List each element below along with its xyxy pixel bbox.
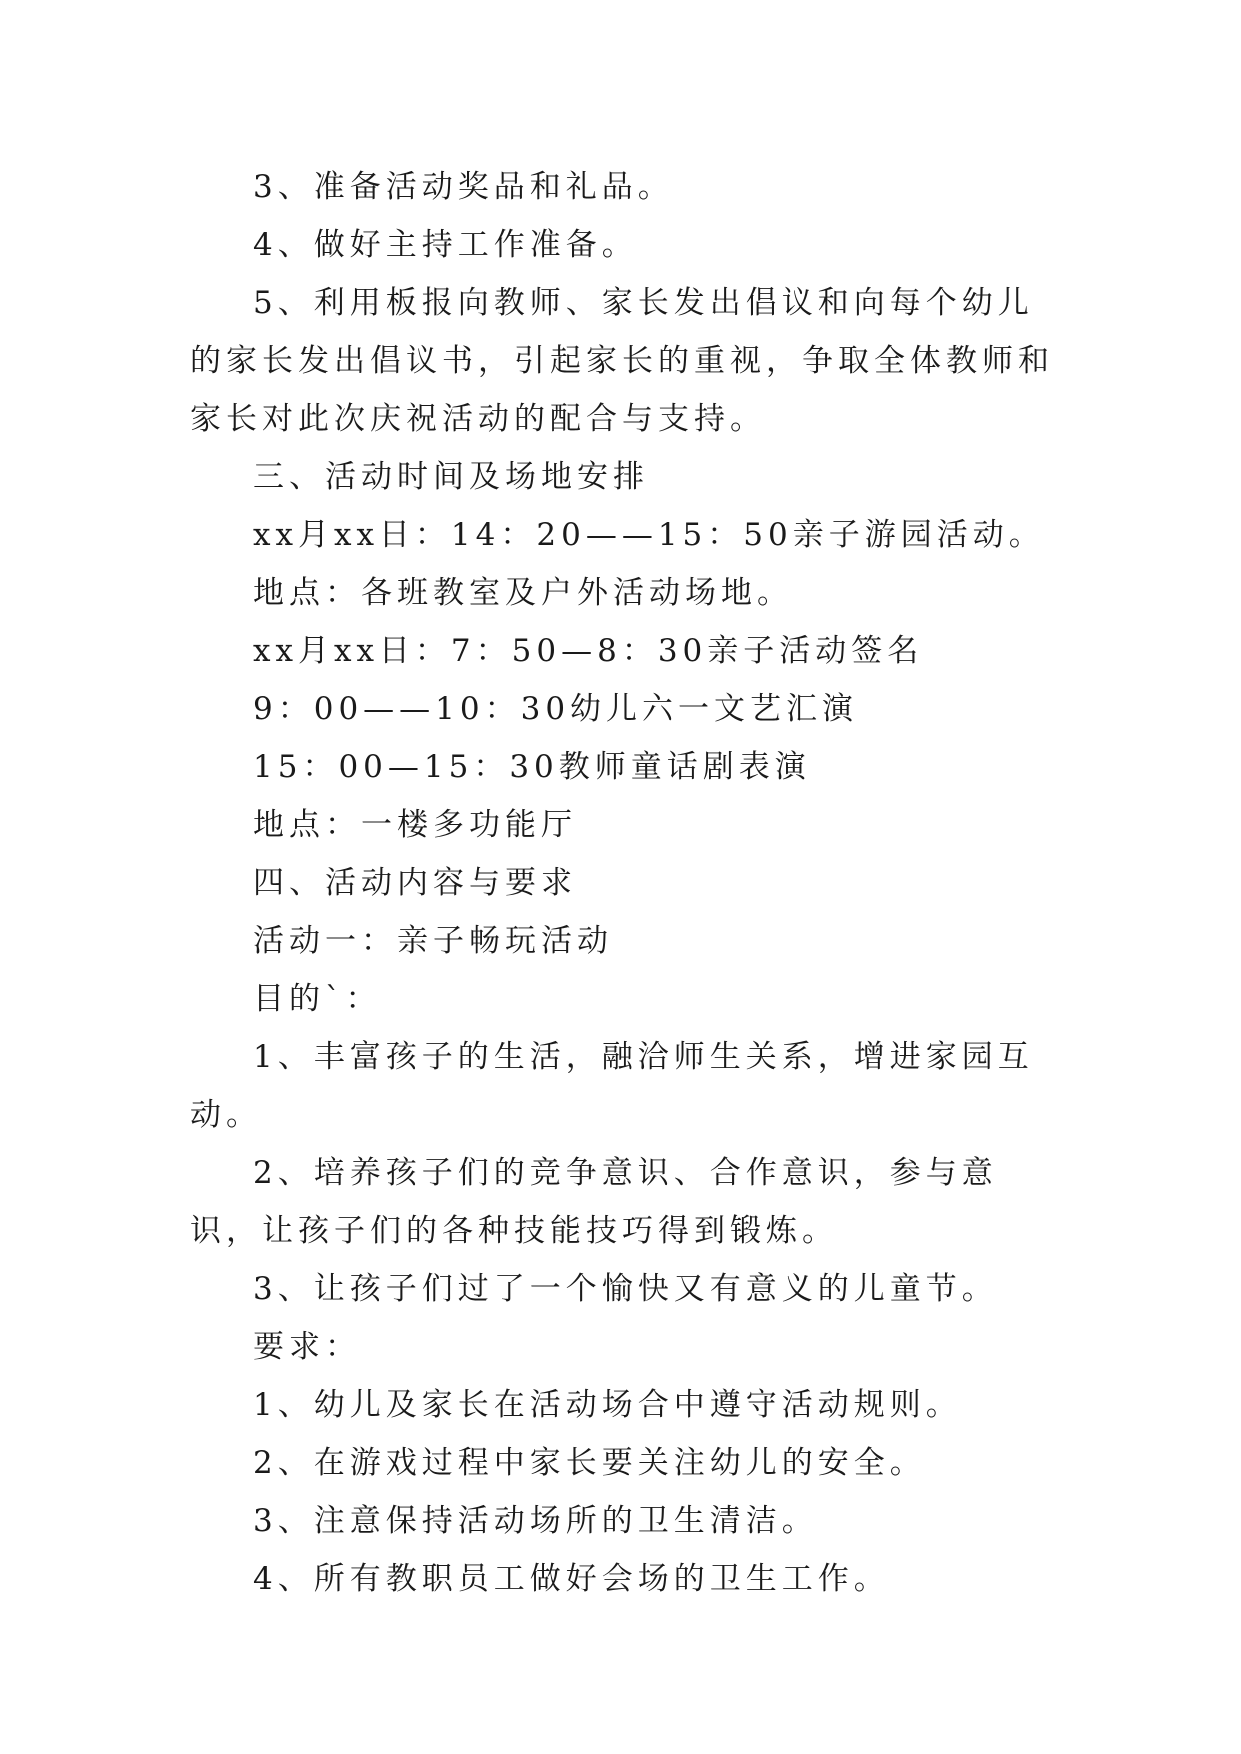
schedule-line: xx月xx日：14：20——15：50亲子游园活动。 (253, 517, 1045, 553)
paragraph: 4、所有教职员工做好会场的卫生工作。 (253, 1561, 890, 1597)
location-line: 地点：一楼多功能厅 (253, 807, 577, 843)
paragraph: 4、做好主持工作准备。 (253, 227, 638, 263)
schedule-line: xx月xx日：7：50—8：30亲子活动签名 (253, 633, 924, 669)
location-line: 地点：各班教室及户外活动场地。 (253, 575, 793, 611)
paragraph: 5、利用板报向教师、家长发出倡议和向每个幼儿的家长发出倡议书，引起家长的重视，争取全体教师和家长对此次庆祝活动的配合与支持。 (190, 285, 1054, 437)
paragraph: 2、培养孩子们的竞争意识、合作意识，参与意识，让孩子们的各种技能技巧得到锻炼。 (190, 1155, 998, 1249)
paragraph: 2、在游戏过程中家长要关注幼儿的安全。 (253, 1445, 926, 1481)
paragraph: 3、准备活动奖品和礼品。 (253, 169, 674, 205)
paragraph: 3、注意保持活动场所的卫生清洁。 (253, 1503, 818, 1539)
label-line: 目的`： (253, 981, 382, 1017)
subsection-heading: 活动一：亲子畅玩活动 (253, 923, 613, 959)
paragraph: 1、幼儿及家长在活动场合中遵守活动规则。 (253, 1387, 962, 1423)
paragraph: 1、丰富孩子的生活，融洽师生关系，增进家园互动。 (190, 1039, 1034, 1133)
paragraph: 3、让孩子们过了一个愉快又有意义的儿童节。 (253, 1271, 998, 1307)
schedule-line: 9：00——10：30幼儿六一文艺汇演 (253, 691, 859, 727)
label-line: 要求： (253, 1329, 361, 1365)
section-heading: 四、活动内容与要求 (253, 865, 577, 901)
schedule-line: 15：00—15：30教师童话剧表演 (253, 749, 811, 785)
document-body (190, 158, 1056, 1608)
section-heading: 三、活动时间及场地安排 (253, 459, 649, 495)
